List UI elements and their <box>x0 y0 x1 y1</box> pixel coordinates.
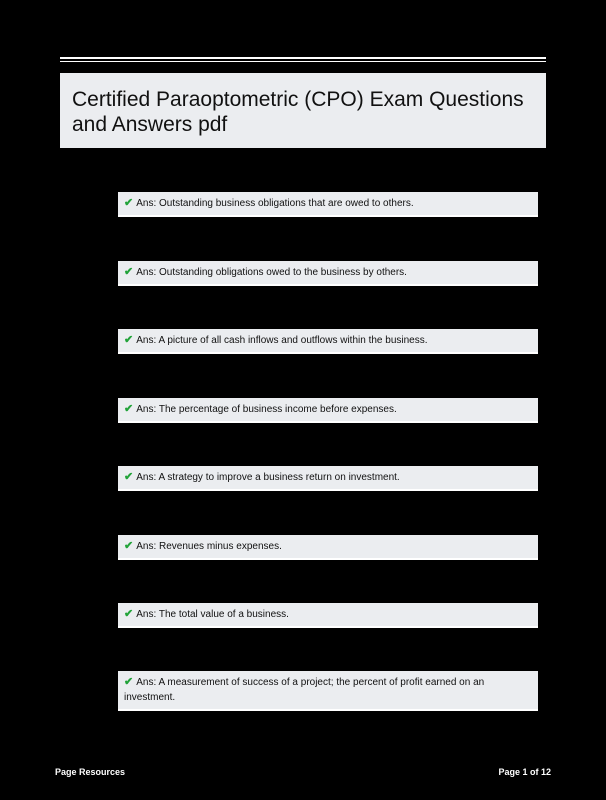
answer-text: The percentage of business income before expenses. <box>158 404 397 415</box>
answer-text: The total value of a business. <box>158 609 289 620</box>
check-icon: ✔ <box>124 471 134 483</box>
answer-prefix: Ans: <box>136 267 157 278</box>
answer-prefix: Ans: <box>136 404 157 415</box>
check-icon: ✔ <box>124 540 134 552</box>
check-icon: ✔ <box>124 608 134 620</box>
answer-prefix: Ans: <box>136 541 157 552</box>
check-icon: ✔ <box>124 676 134 688</box>
answer-box <box>118 603 538 628</box>
answer-box <box>118 192 538 217</box>
answer-box <box>118 398 538 423</box>
answer-text: Outstanding business obligations that are owed to others. <box>159 198 414 209</box>
top-divider <box>60 57 546 59</box>
answer-text: A measurement of success of a project; the percent of profit earned on an investment. <box>124 677 485 703</box>
answer-prefix: Ans: <box>136 335 157 346</box>
top-divider-thin <box>60 61 546 62</box>
answer-text: A picture of all cash inflows and outflows within the business. <box>158 335 428 346</box>
check-icon: ✔ <box>124 197 134 209</box>
answer-box <box>118 329 538 354</box>
answer-prefix: Ans: <box>136 609 157 620</box>
check-icon: ✔ <box>124 403 134 415</box>
footer-left-text: Page Resources <box>55 767 126 777</box>
answer-box <box>118 466 538 491</box>
check-icon: ✔ <box>124 266 134 278</box>
title-box <box>60 73 546 148</box>
answer-text: Revenues minus expenses. <box>159 541 282 552</box>
answer-box <box>118 535 538 560</box>
answer-prefix: Ans: <box>136 677 157 688</box>
answer-prefix: Ans: <box>136 472 157 483</box>
check-icon: ✔ <box>124 334 134 346</box>
answer-prefix: Ans: <box>136 198 157 209</box>
answer-text: A strategy to improve a business return on investment. <box>158 472 400 483</box>
document-title: Certified Paraoptometric (CPO) Exam Questions and Answers pdf <box>72 88 524 136</box>
footer-page-number: Page 1 of 12 <box>498 767 551 777</box>
answer-box <box>118 261 538 286</box>
answer-text: Outstanding obligations owed to the business by others. <box>159 267 407 278</box>
answer-box <box>118 671 538 711</box>
